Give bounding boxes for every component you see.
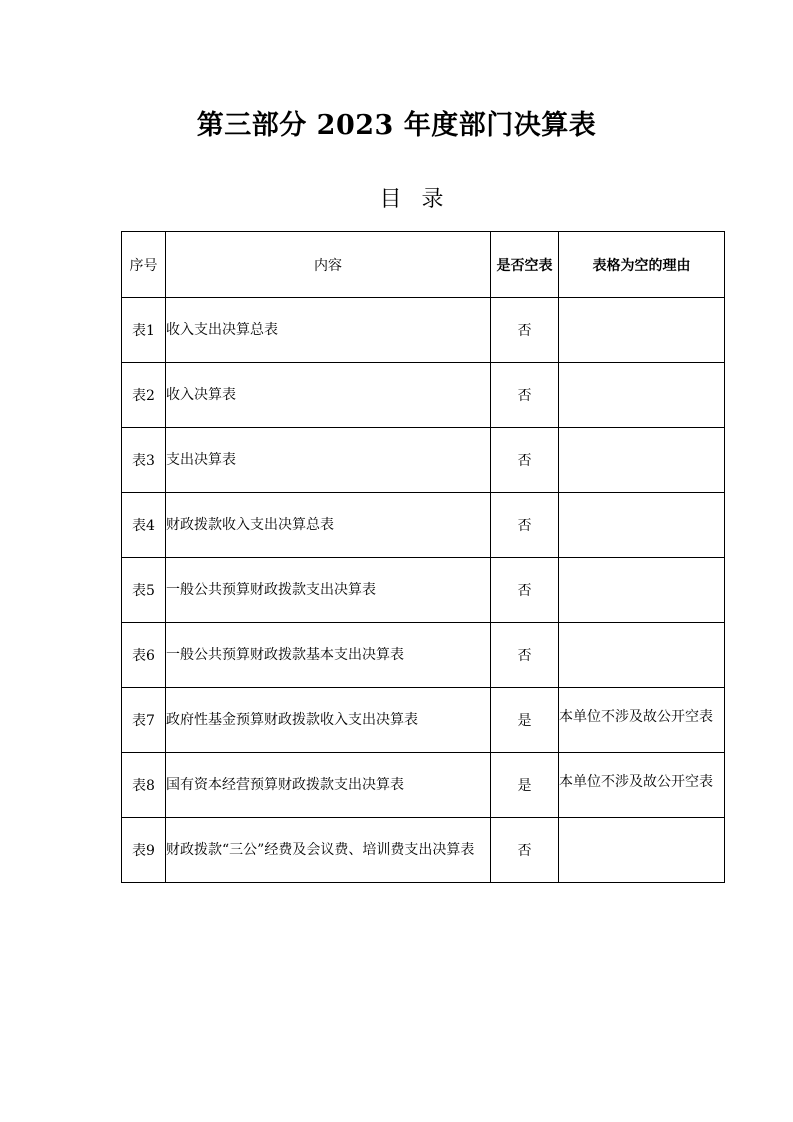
row-empty: 是 xyxy=(491,688,559,753)
header-empty: 是否空表 xyxy=(491,232,559,298)
row-seq: 表6 xyxy=(122,623,166,688)
row-content: 收入决算表 xyxy=(166,363,491,428)
table-row xyxy=(122,558,725,623)
row-reason xyxy=(559,818,725,883)
row-content: 支出决算表 xyxy=(166,428,491,493)
row-reason xyxy=(559,428,725,493)
table-row xyxy=(122,818,725,883)
row-empty: 否 xyxy=(491,558,559,623)
row-empty: 否 xyxy=(491,298,559,363)
row-empty: 否 xyxy=(491,818,559,883)
row-reason xyxy=(559,298,725,363)
row-seq: 表3 xyxy=(122,428,166,493)
row-reason xyxy=(559,753,725,818)
row-reason xyxy=(559,623,725,688)
row-content: 国有资本经营预算财政拨款支出决算表 xyxy=(166,753,491,818)
row-reason xyxy=(559,493,725,558)
row-content: 财政拨款“三公”经费及会议费、培训费支出决算表 xyxy=(166,818,491,883)
header-content: 内容 xyxy=(166,232,491,298)
table-row xyxy=(122,363,725,428)
row-empty: 否 xyxy=(491,493,559,558)
table-row xyxy=(122,298,725,363)
table-row xyxy=(122,753,725,818)
table-row xyxy=(122,623,725,688)
row-content: 一般公共预算财政拨款支出决算表 xyxy=(166,558,491,623)
row-reason-text: 本单位不涉及故公开空表 xyxy=(559,773,713,790)
row-reason xyxy=(559,688,725,753)
page-title: 第三部分 2023 年度部门决算表 xyxy=(196,110,597,141)
table-row xyxy=(122,688,725,753)
row-seq: 表9 xyxy=(122,818,166,883)
row-seq: 表2 xyxy=(122,363,166,428)
table-row xyxy=(122,493,725,558)
row-reason xyxy=(559,363,725,428)
row-empty: 否 xyxy=(491,623,559,688)
row-content: 财政拨款收入支出决算总表 xyxy=(166,493,491,558)
row-seq: 表8 xyxy=(122,753,166,818)
row-seq: 表1 xyxy=(122,298,166,363)
row-content: 收入支出决算总表 xyxy=(166,298,491,363)
table-header-row xyxy=(122,232,725,298)
row-seq: 表4 xyxy=(122,493,166,558)
row-content: 一般公共预算财政拨款基本支出决算表 xyxy=(166,623,491,688)
toc-table xyxy=(121,231,725,883)
header-seq: 序号 xyxy=(122,232,166,298)
row-empty: 是 xyxy=(491,753,559,818)
table-row xyxy=(122,428,725,493)
row-seq: 表5 xyxy=(122,558,166,623)
row-content: 政府性基金预算财政拨款收入支出决算表 xyxy=(166,688,491,753)
row-empty: 否 xyxy=(491,363,559,428)
header-reason: 表格为空的理由 xyxy=(559,232,725,298)
row-empty: 否 xyxy=(491,428,559,493)
row-seq: 表7 xyxy=(122,688,166,753)
row-reason-text: 本单位不涉及故公开空表 xyxy=(559,708,713,725)
toc-heading: 目录 xyxy=(379,187,464,212)
row-reason xyxy=(559,558,725,623)
